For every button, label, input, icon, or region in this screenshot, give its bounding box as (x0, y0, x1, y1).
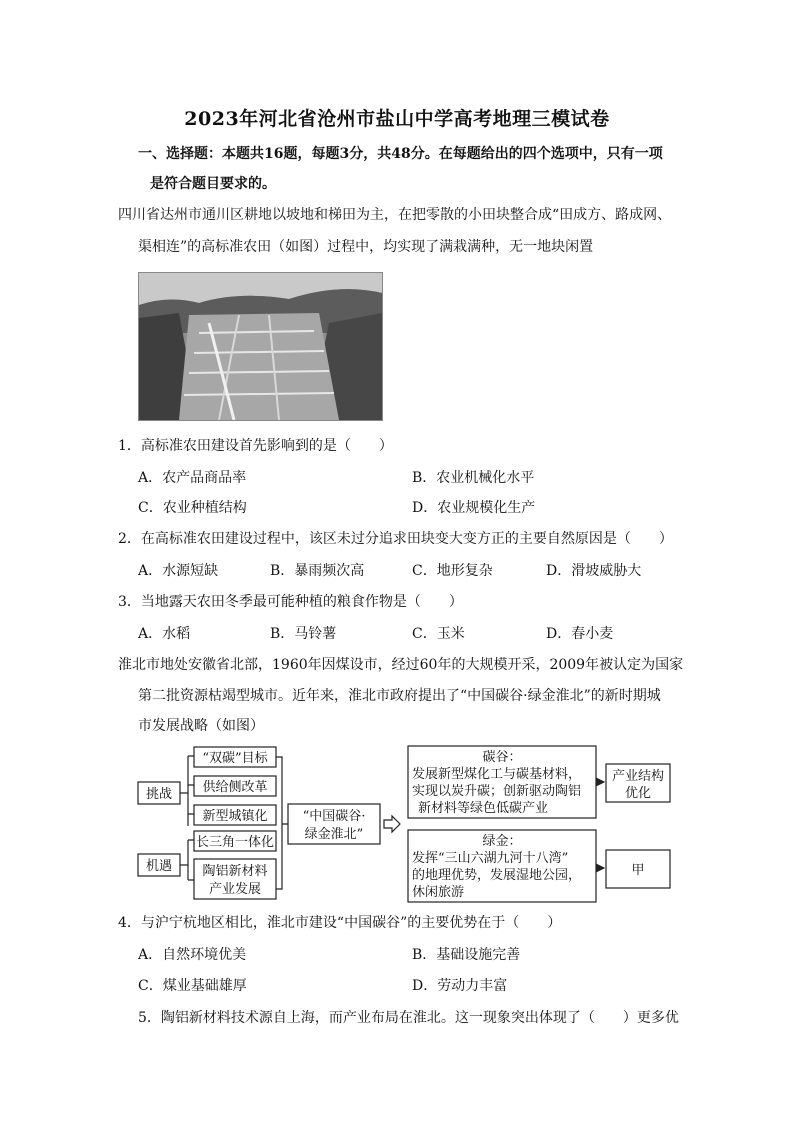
q3-stem: 3．当地露天农田冬季最可能种植的粮食作物是（ ） (118, 594, 463, 610)
q3-option-a: A．水稻 (138, 626, 191, 642)
q4-option-d: D．劳动力丰富 (412, 978, 508, 994)
q1-option-a: A．农产品商品率 (138, 470, 247, 486)
q1-option-d: D．农业规模化生产 (412, 500, 536, 516)
passage1-line1: 四川省达州市通川区耕地以坡地和梯田为主，在把零散的小田块整合成“田成方、路成网、 (118, 207, 672, 223)
result1-line2: 优化 (624, 786, 652, 801)
carbon-line1: 发展新型煤化工与碳基材料， (412, 767, 582, 782)
farmland-photo (138, 272, 383, 421)
opportunity-item-2-line2: 产业发展 (208, 882, 262, 897)
q3-option-b: B．马铃薯 (270, 626, 337, 642)
q1-option-b: B．农业机械化水平 (412, 470, 535, 486)
center-line2: 绿金淮北” (304, 827, 364, 842)
carbon-title: 碳谷： (482, 750, 522, 765)
green-line1: 发挥“三山六湖九河十八湾” (412, 851, 569, 866)
passage1-line2: 渠相连”的高标准农田（如图）过程中，均实现了满栽满种，无一地块闲置 (138, 239, 594, 255)
opportunity-item-2-line1: 陶铝新材料 (202, 864, 268, 879)
green-line3: 休闲旅游 (412, 885, 465, 900)
section-instruction-line1: 一、选择题：本题共16题，每题3分，共48分。在每题给出的四个选项中，只有一项 (138, 146, 663, 162)
q4-option-b: B．基础设施完善 (412, 947, 521, 963)
q1-stem: 1．高标准农田建设首先影响到的是（ ） (118, 438, 393, 454)
q2-stem: 2．在高标准农田建设过程中，该区未过分追求田块变大变方正的主要自然原因是（ ） (118, 531, 673, 547)
opportunity-label: 机遇 (145, 859, 173, 874)
q2-option-c: C．地形复杂 (412, 563, 493, 579)
q4-option-a: A．自然环境优美 (138, 947, 247, 963)
q2-option-a: A．水源短缺 (138, 563, 219, 579)
challenge-item-1: “双碳”目标 (202, 751, 268, 766)
passage2-line2: 第二批资源枯竭型城市。近年来，淮北市政府提出了“中国碳谷·绿金淮北”的新时期城 (138, 688, 661, 704)
q3-option-c: C．玉米 (412, 626, 465, 642)
result1-line1: 产业结构 (611, 769, 665, 784)
q2-option-d: D．滑坡威胁大 (546, 563, 642, 579)
strategy-diagram (136, 744, 676, 906)
center-line1: “中国碳谷· (302, 809, 366, 824)
challenge-label: 挑战 (145, 787, 173, 802)
q4-option-c: C．煤业基础雄厚 (138, 978, 247, 994)
challenge-item-3: 新型城镇化 (202, 809, 268, 824)
q5-stem: 5．陶铝新材料技术源自上海，而产业布局在淮北。这一现象突出体现了（ ）更多优 (138, 1010, 679, 1026)
q3-option-d: D．春小麦 (546, 626, 614, 642)
result2-jia: 甲 (631, 863, 645, 878)
exam-title: 2023年河北省沧州市盐山中学高考地理三模试卷 (184, 108, 610, 130)
q4-stem: 4．与沪宁杭地区相比，淮北市建设“中国碳谷”的主要优势在于（ ） (118, 915, 562, 931)
section-instruction-line2: 是符合题目要求的。 (150, 176, 276, 192)
challenge-item-2: 供给侧改革 (202, 780, 268, 795)
passage2-line1: 淮北市地处安徽省北部，1960年因煤设市，经过60年的大规模开采，2009年被认定为国家 (118, 657, 684, 673)
green-title: 绿金： (482, 834, 522, 849)
opportunity-item-1: 长三角一体化 (195, 835, 275, 850)
carbon-line3: 新材料等绿色低碳产业 (418, 801, 549, 816)
passage2-line3: 市发展战略（如图） (138, 718, 264, 734)
farmland-photo-illustration (139, 273, 382, 420)
q2-option-b: B．暴雨频次高 (270, 563, 365, 579)
green-line2: 的地理优势，发展湿地公园， (412, 868, 582, 883)
q1-option-c: C．农业种植结构 (138, 500, 247, 516)
carbon-line2: 实现以炭升碳；创新驱动陶铝 (412, 784, 582, 799)
